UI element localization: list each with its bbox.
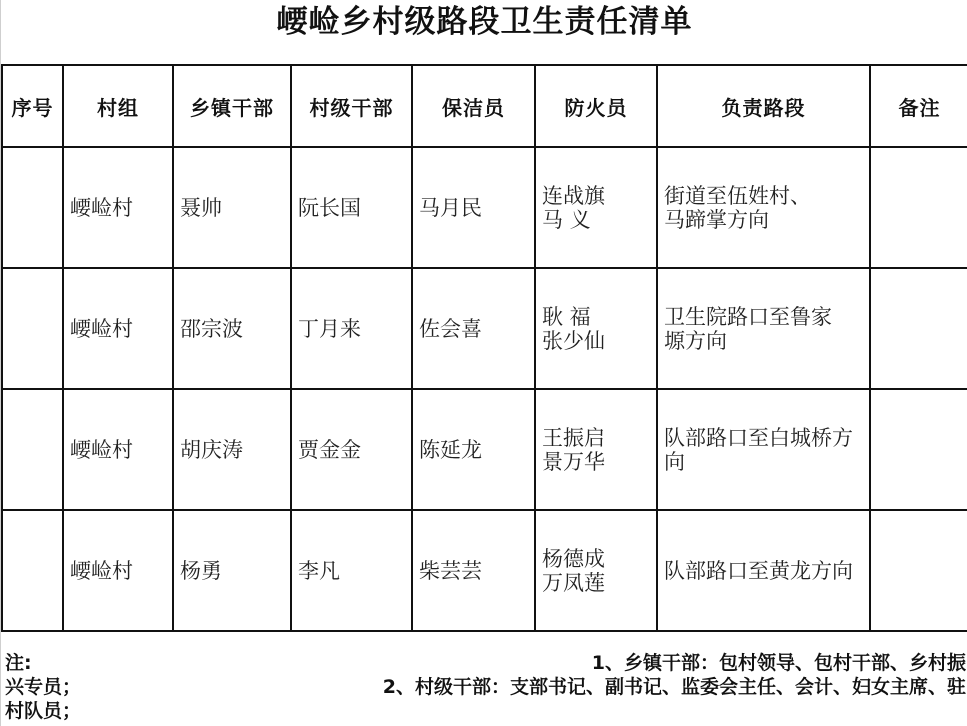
cell-village: 崾崄村 [63,389,173,510]
header-cleaner: 保洁员 [412,65,535,147]
document-title: 崾崄乡村级路段卫生责任清单 [276,4,693,40]
cell-remark [870,147,967,268]
header-remark: 备注 [870,65,967,147]
cell-remark [870,510,967,631]
cell-fire-guard: 连战旗 马 义 [535,147,657,268]
cell-index [2,268,63,389]
cell-remark [870,389,967,510]
cell-index [2,389,63,510]
table-row [2,268,967,389]
cell-cleaner: 佐会喜 [412,268,535,389]
table-header-row [2,65,967,147]
cell-town-cadre: 聂帅 [173,147,291,268]
cell-fire-guard: 杨德成 万凤莲 [535,510,657,631]
cell-road-section: 队部路口至黄龙方向 [657,510,870,631]
responsibility-table [1,64,967,632]
note-village-cadre-continued: 村队员； [5,700,82,722]
table-row [2,510,967,631]
header-road-section: 负责路段 [657,65,870,147]
cell-road-section: 队部路口至白城桥方 向 [657,389,870,510]
cell-village: 崾崄村 [63,147,173,268]
cell-cleaner: 陈延龙 [412,389,535,510]
cell-village-cadre: 贾金金 [291,389,412,510]
cell-village: 崾崄村 [63,510,173,631]
table-row [2,389,967,510]
cell-village: 崾崄村 [63,268,173,389]
cell-town-cadre: 胡庆涛 [173,389,291,510]
header-village: 村组 [63,65,173,147]
cell-fire-guard: 耿 福 张少仙 [535,268,657,389]
header-village-cadre: 村级干部 [291,65,412,147]
cell-remark [870,268,967,389]
cell-village-cadre: 丁月来 [291,268,412,389]
cell-town-cadre: 杨勇 [173,510,291,631]
note-town-cadre-continued: 兴专员； [5,676,82,698]
cell-cleaner: 马月民 [412,147,535,268]
cell-town-cadre: 邵宗波 [173,268,291,389]
cell-index [2,147,63,268]
table-row [2,147,967,268]
notes-label: 注: [5,652,32,674]
header-fire-guard: 防火员 [535,65,657,147]
note-village-cadre: 2、村级干部：支部书记、副书记、监委会主任、会计、妇女主席、驻 [382,676,966,698]
cell-road-section: 卫生院路口至鲁家 塬方向 [657,268,870,389]
note-town-cadre: 1、乡镇干部：包村领导、包村干部、乡村振 [591,652,966,674]
header-index: 序号 [2,65,63,147]
cell-village-cadre: 李凡 [291,510,412,631]
cell-cleaner: 柴芸芸 [412,510,535,631]
cell-village-cadre: 阮长国 [291,147,412,268]
cell-index [2,510,63,631]
cell-fire-guard: 王振启 景万华 [535,389,657,510]
notes-section [1,651,967,726]
cell-road-section: 街道至伍姓村、 马蹄掌方向 [657,147,870,268]
header-town-cadre: 乡镇干部 [173,65,291,147]
